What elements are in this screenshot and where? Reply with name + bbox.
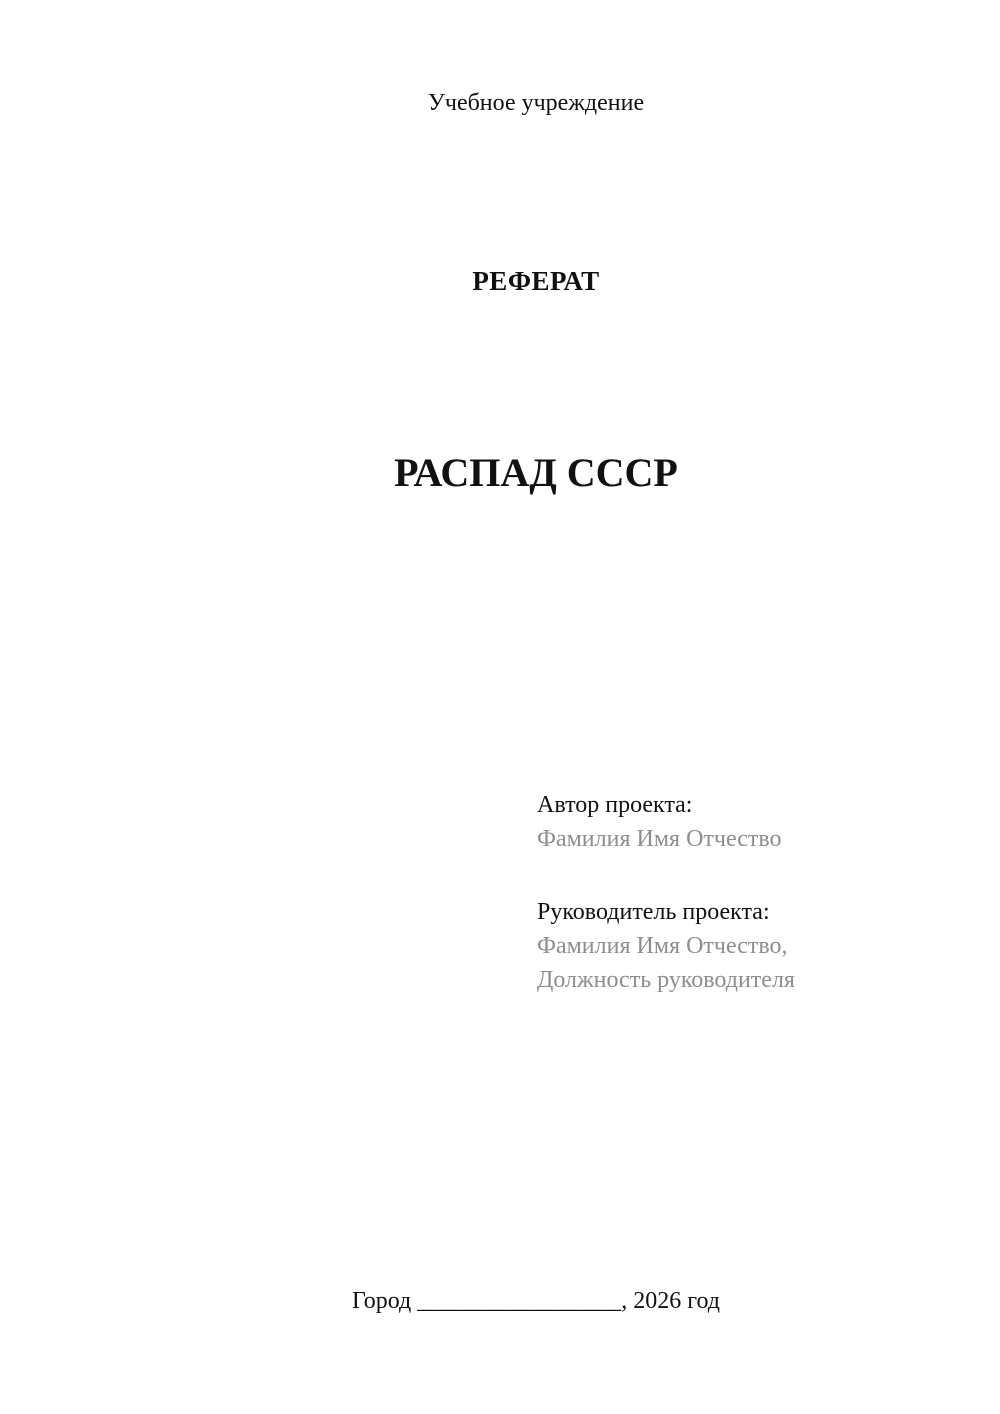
city-year-line: Город _________________, 2026 год xyxy=(351,1288,721,1314)
institution-name: Учебное учреждение xyxy=(427,90,645,116)
supervisor-block xyxy=(537,895,795,997)
page-title: РАСПАД СССР xyxy=(394,450,678,495)
supervisor-label: Руководитель проекта: xyxy=(537,899,770,925)
supervisor-name-placeholder: Фамилия Имя Отчество, xyxy=(537,933,788,959)
author-name-placeholder: Фамилия Имя Отчество xyxy=(537,826,782,852)
document-type-heading: РЕФЕРАТ xyxy=(472,266,600,296)
author-label: Автор проекта: xyxy=(537,792,693,818)
supervisor-position-placeholder: Должность руководителя xyxy=(537,967,795,993)
author-block xyxy=(537,788,782,856)
